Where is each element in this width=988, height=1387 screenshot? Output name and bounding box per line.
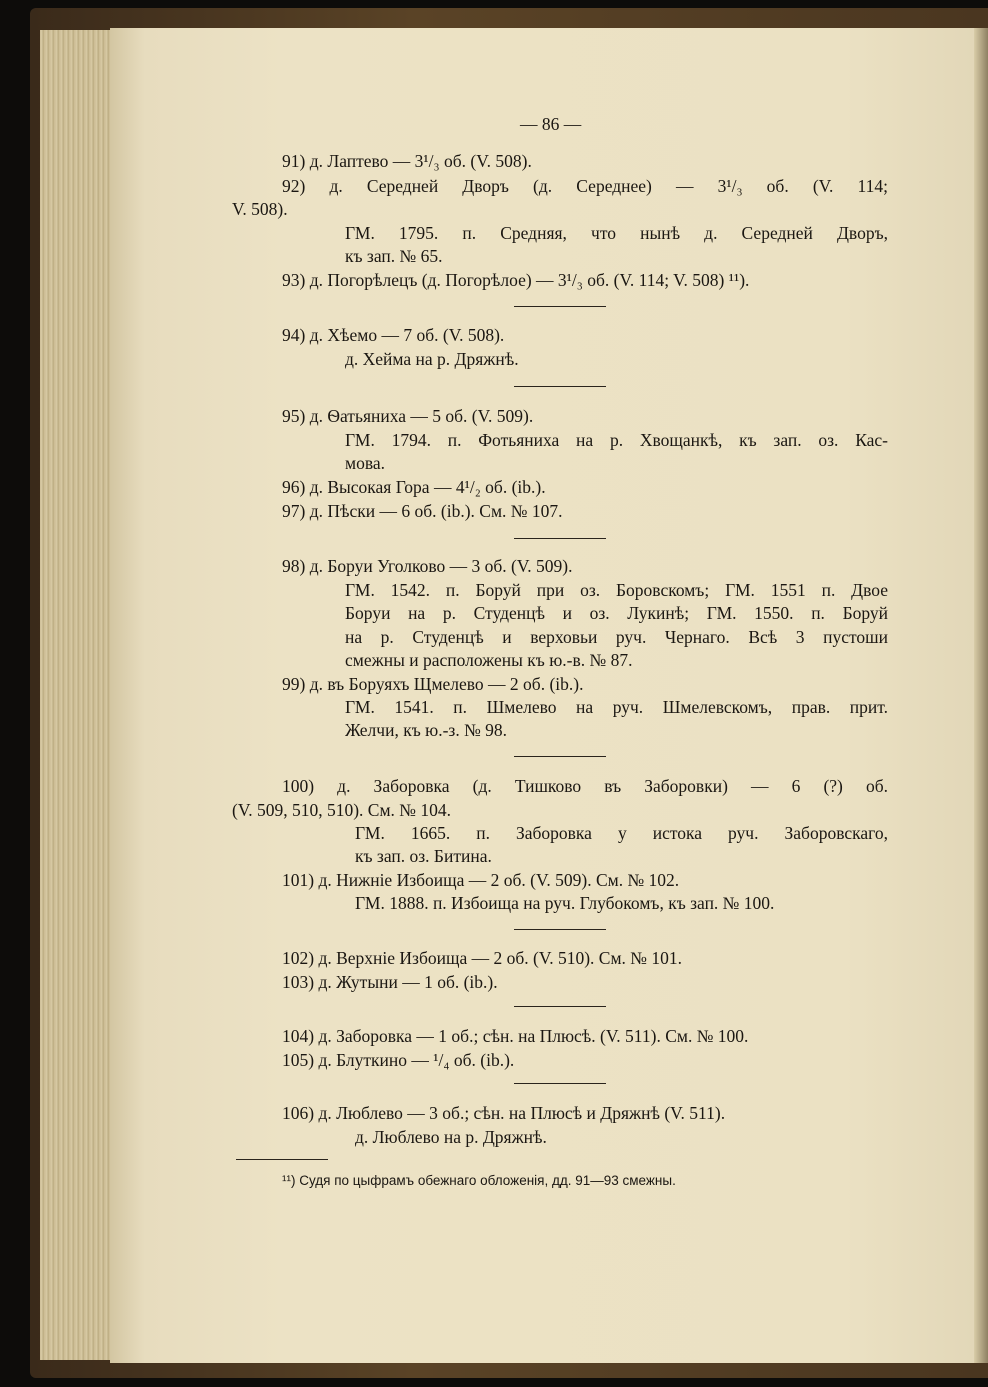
page-number: — 86 — [520,114,582,134]
entry-98-note-3: на р. Студенцѣ и верховьи руч. Чернаго. Всѣ 3 пустоши [345,627,888,647]
entry-95-note-cont: мова. [345,453,385,473]
entry-102: 102) д. Верхніе Избоища — 2 об. (V. 510). См. № 101. [282,948,682,968]
divider [514,1083,606,1084]
divider [514,756,606,757]
divider [514,386,606,387]
page-stack [40,30,120,1360]
entry-101-note: ГМ. 1888. п. Избоища на руч. Глубокомъ, къ зап. № 100. [355,893,775,913]
entry-106: 106) д. Люблево — 3 об.; сѣн. на Плюсѣ и Дряжнѣ (V. 511). [282,1103,726,1123]
divider [514,1006,606,1007]
footnote-rule [236,1159,328,1160]
entry-99: 99) д. въ Боруяхъ Щмелево — 2 об. (ib.). [282,674,584,694]
entry-98-note-2: Боруи на р. Студенцѣ и оз. Лукинѣ; ГМ. 1550. п. Боруй [345,603,888,623]
entry-98: 98) д. Боруи Уголково — 3 об. (V. 509). [282,556,573,576]
entry-92-cont: V. 508). [232,199,288,219]
footnote: ¹¹) Судя по цыфрамъ обежнаго обложенія, дд. 91—93 смежны. [282,1173,676,1188]
entry-100: 100) д. Заборовка (д. Тишково въ Заборовки) — 6 (?) об. [282,776,888,796]
entry-100-note: ГМ. 1665. п. Заборовка у истока руч. Заборовскаго, [355,823,888,843]
page-edge [974,28,988,1363]
divider [514,306,606,307]
entry-101: 101) д. Нижніе Избоища — 2 об. (V. 509). См. № 102. [282,870,680,890]
entry-100-cont: (V. 509, 510, 510). См. № 104. [232,800,451,820]
divider [514,929,606,930]
entry-96: 96) д. Высокая Гора — 4¹/₂ об. (ib.). [282,477,546,497]
entry-93: 93) д. Погорѣлецъ (д. Погорѣлое) — 3¹/₃ об. (V. 114; V. 508) ¹¹). [282,270,750,290]
entry-92-note: ГМ. 1795. п. Средняя, что нынѣ д. Середней Дворъ, [345,223,888,243]
entry-105: 105) д. Блуткино — ¹/₄ об. (ib.). [282,1050,515,1070]
entry-99-note-cont: Желчи, къ ю.-з. № 98. [345,720,508,740]
entry-104: 104) д. Заборовка — 1 об.; сѣн. на Плюсѣ. (V. 511). См. № 100. [282,1026,749,1046]
entry-106-note: д. Люблево на р. Дряжнѣ. [355,1127,547,1147]
entry-92-note-cont: къ зап. № 65. [345,246,443,266]
entry-98-note-4: смежны и расположены къ ю.-в. № 87. [345,650,633,670]
divider [514,538,606,539]
entry-97: 97) д. Пѣски — 6 об. (ib.). См. № 107. [282,501,563,521]
entry-92: 92) д. Середней Дворъ (д. Середнее) — 3¹/₃ об. (V. 114; [282,176,888,196]
entry-94: 94) д. Хѣемо — 7 об. (V. 508). [282,325,505,345]
entry-94-note: д. Хейма на р. Дряжнѣ. [345,349,519,369]
entry-95: 95) д. Ѳатьяниха — 5 об. (V. 509). [282,406,534,426]
entry-100-note-cont: къ зап. оз. Битина. [355,846,492,866]
entry-91: 91) д. Лаптево — 3¹/₃ об. (V. 508). [282,151,532,171]
entry-99-note: ГМ. 1541. п. Шмелево на руч. Шмелевскомъ, прав. прит. [345,697,888,717]
entry-95-note: ГМ. 1794. п. Фотьяниха на р. Хвощанкѣ, къ зап. оз. Кас- [345,430,888,450]
entry-98-note-1: ГМ. 1542. п. Боруй при оз. Боровскомъ; ГМ. 1551 п. Двое [345,580,888,600]
entry-103: 103) д. Жутыни — 1 об. (ib.). [282,972,498,992]
